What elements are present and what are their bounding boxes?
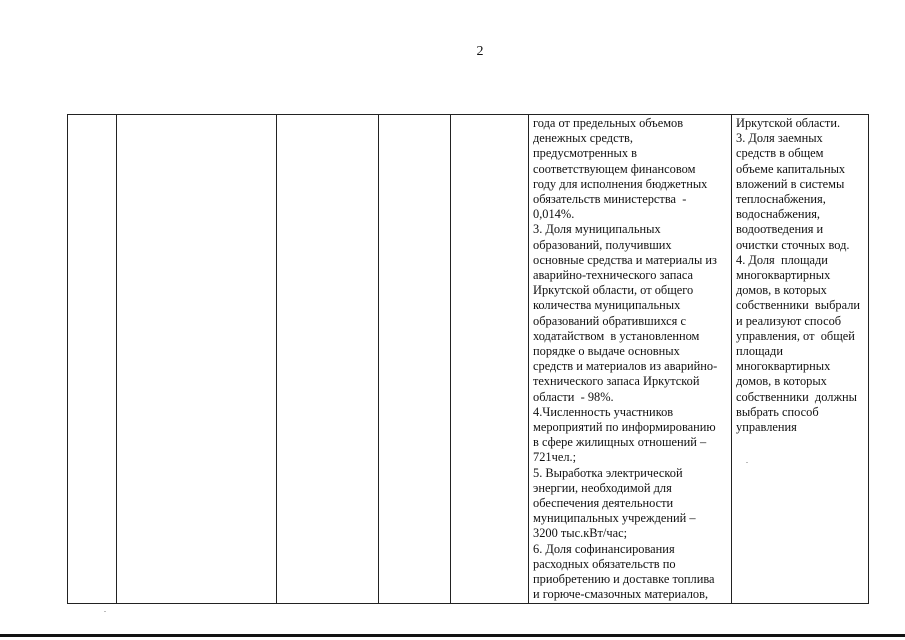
- col3-line: образований, получивших: [533, 237, 672, 252]
- col4-line: объеме капитальных: [736, 161, 846, 176]
- table-cell-end: [451, 115, 529, 604]
- col3-line: обеспечения деятельности: [533, 496, 674, 511]
- col4-line: собственники выбрали: [736, 298, 861, 313]
- col3-line: года от предельных объемов: [533, 116, 684, 130]
- col3-line: денежных средств,: [533, 131, 633, 146]
- col3-line: технического запаса Иркутской: [533, 374, 700, 389]
- col3-line: и горюче-смазочных материалов,: [533, 587, 709, 602]
- col3-line: 6. Доля софинансирования: [533, 541, 675, 556]
- page-number: 2: [476, 44, 484, 59]
- col3-line: основные средства и материалы из: [533, 252, 717, 267]
- results-text: [529, 115, 731, 603]
- col3-line: порядке о выдаче основных: [533, 344, 680, 359]
- col4-line: теплоснабжения,: [736, 192, 826, 207]
- table-cell-name: [117, 115, 277, 604]
- scan-speck: [746, 462, 748, 463]
- col3-line: соответствующем финансовом: [533, 161, 696, 176]
- col4-line: управления, от общей: [736, 328, 855, 343]
- col4-line: многоквартирных: [736, 359, 831, 374]
- col3-line: средств и материалов из аварийно-: [533, 359, 718, 374]
- table-cell-indicators: [732, 115, 869, 604]
- col4-line: 3. Доля заемных: [736, 131, 823, 146]
- col3-line: ходатайством в установленном: [533, 328, 700, 343]
- col3-line: аварийно-технического запаса: [533, 268, 694, 283]
- col4-line: и реализуют способ: [736, 313, 842, 328]
- scan-bottom-edge: [0, 634, 905, 637]
- col4-line: средств в общем: [736, 146, 824, 161]
- col3-line: области - 98%.: [533, 389, 614, 404]
- col3-line: предусмотренных в: [533, 146, 638, 161]
- table-row: [68, 115, 869, 604]
- col3-line: 5. Выработка электрической: [533, 465, 683, 480]
- col4-line: Иркутской области.: [736, 116, 841, 130]
- col4-line: домов, в которых: [736, 283, 827, 298]
- table-cell-executor: [277, 115, 379, 604]
- col3-line: расходных обязательств по: [533, 556, 676, 571]
- col3-line: 0,014%.: [533, 207, 575, 222]
- table-cell-results: [529, 115, 732, 604]
- col4-line: 4. Доля площади: [736, 252, 828, 267]
- col4-line: управления: [736, 420, 797, 435]
- col3-line: году для исполнения бюджетных: [533, 176, 708, 191]
- col3-line: 721чел.;: [533, 450, 577, 465]
- table-cell-number: [68, 115, 117, 604]
- table-cell-start: [379, 115, 451, 604]
- col3-line: приобретению и доставке топлива: [533, 572, 715, 587]
- scan-speck: [104, 611, 106, 612]
- col3-line: мероприятий по информированию: [533, 420, 716, 435]
- col4-line: домов, в которых: [736, 374, 827, 389]
- col3-line: обязательств министерства -: [533, 192, 687, 207]
- col4-line: собственники должны: [736, 389, 857, 404]
- col3-line: Иркутской области, от общего: [533, 283, 694, 298]
- col3-line: 4.Численность участников: [533, 404, 674, 419]
- col3-line: муниципальных учреждений –: [533, 511, 696, 526]
- col4-line: многоквартирных: [736, 268, 831, 283]
- col3-line: энергии, необходимой для: [533, 480, 672, 495]
- col3-line: количества муниципальных: [533, 298, 681, 313]
- col3-line: образований обратившихся с: [533, 313, 686, 328]
- col3-line: 3200 тыс.кВт/час;: [533, 526, 628, 541]
- col4-line: вложений в системы: [736, 176, 845, 191]
- col4-line: выбрать способ: [736, 404, 819, 419]
- col3-line: 3. Доля муниципальных: [533, 222, 661, 237]
- program-table: [67, 114, 869, 604]
- indicators-text: [732, 115, 868, 435]
- col4-line: площади: [736, 344, 783, 359]
- col4-line: водоснабжения,: [736, 207, 820, 222]
- col4-line: водоотведения и: [736, 222, 824, 237]
- col4-line: очистки сточных вод.: [736, 237, 850, 252]
- col3-line: в сфере жилищных отношений –: [533, 435, 707, 450]
